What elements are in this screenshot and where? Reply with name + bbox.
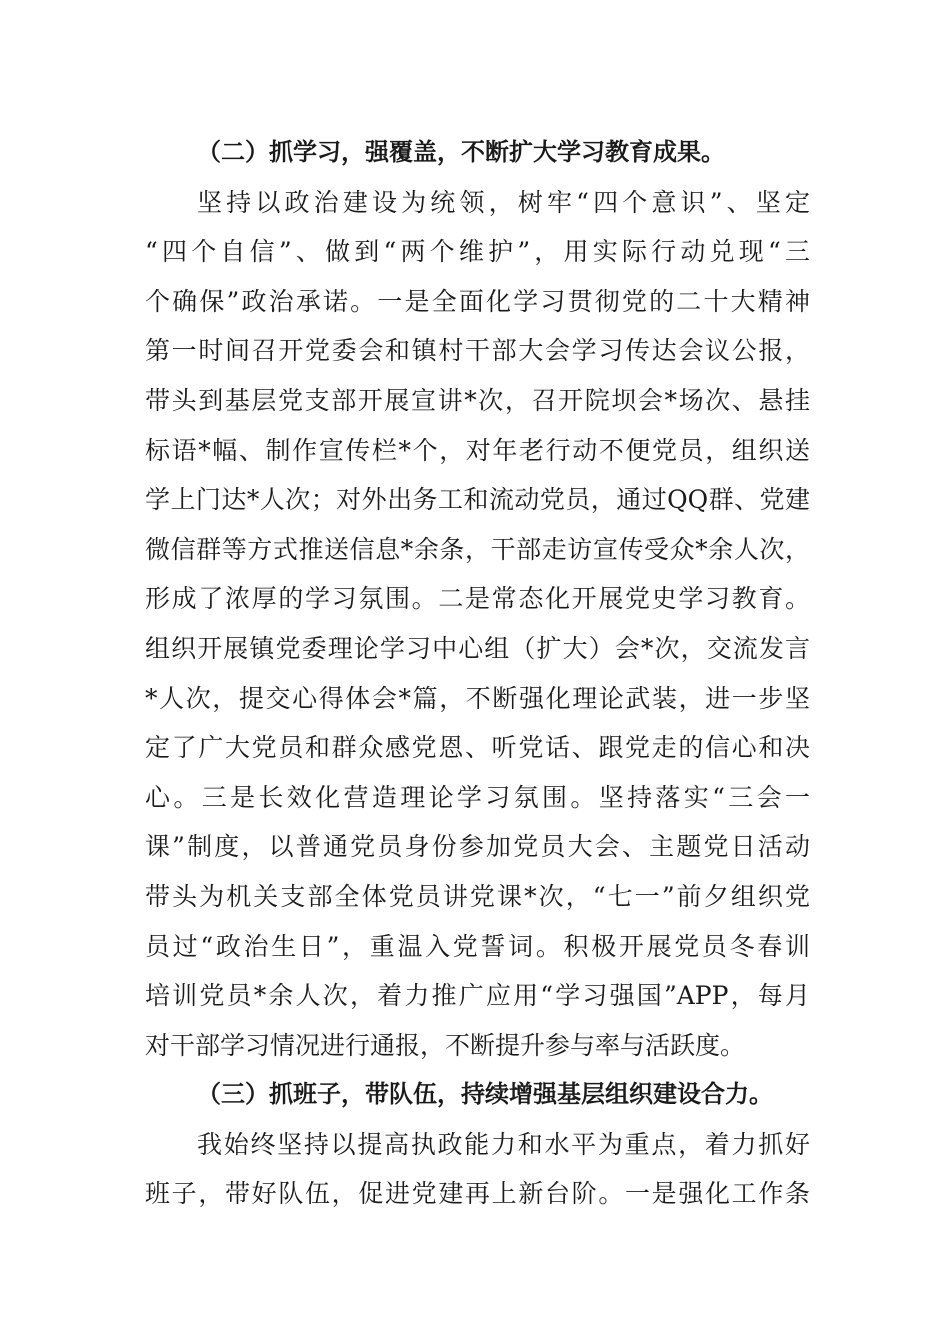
- paragraph-line: 坚持以政治建设为统领，树牢“四个意识”、坚定: [197, 187, 810, 217]
- paragraph-line: 班子，带好队伍，促进党建再上新台阶。一是强化工作条: [145, 1179, 810, 1209]
- paragraph-line: 形成了浓厚的学习氛围。二是常态化开展党史学习教育。: [145, 584, 810, 614]
- paragraph-line: 微信群等方式推送信息*余条，干部走访宣传受众*余人次，: [145, 534, 810, 564]
- paragraph-line: 个确保”政治承诺。一是全面化学习贯彻党的二十大精神: [145, 286, 810, 316]
- document-body: [145, 128, 810, 1219]
- paragraph-line: 员过“政治生日”，重温入党誓词。积极开展党员冬春训: [145, 931, 810, 961]
- paragraph-line: 学上门达*人次；对外出务工和流动党员，通过QQ群、党建: [145, 485, 810, 515]
- paragraph-line: 第一时间召开党委会和镇村干部大会学习传达会议公报，: [145, 336, 810, 366]
- paragraph-line: 对干部学习情况进行通报，不断提升参与率与活跃度。: [145, 1030, 746, 1060]
- paragraph-line: 组织开展镇党委理论学习中心组（扩大）会*次，交流发言: [145, 633, 810, 663]
- section-heading-2: （二）抓学习，强覆盖，不断扩大学习教育成果。: [197, 138, 725, 166]
- paragraph-line: 心。三是长效化营造理论学习氛围。坚持落实“三会一: [145, 782, 810, 812]
- paragraph-line: 我始终坚持以提高执政能力和水平为重点，着力抓好: [197, 1129, 810, 1159]
- paragraph-line: 定了广大党员和群众感党恩、听党话、跟党走的信心和决: [145, 733, 810, 763]
- paragraph-line: 课”制度，以普通党员身份参加党员大会、主题党日活动: [145, 832, 810, 862]
- section-heading-3: （三）抓班子，带队伍，持续增强基层组织建设合力。: [197, 1080, 773, 1109]
- paragraph-line: 培训党员*余人次，着力推广应用“学习强国”APP，每月: [145, 981, 810, 1011]
- paragraph-line: *人次，提交心得体会*篇，不断强化理论武装，进一步坚: [145, 683, 810, 713]
- paragraph-line: 带头为机关支部全体党员讲党课*次，“七一”前夕组织党: [145, 881, 810, 911]
- paragraph-line: “四个自信”、做到“两个维护”，用实际行动兑现“三: [145, 237, 810, 267]
- paragraph-line: 标语*幅、制作宣传栏*个，对年老行动不便党员，组织送: [145, 435, 810, 465]
- paragraph-line: 带头到基层党支部开展宣讲*次，召开院坝会*场次、悬挂: [145, 385, 810, 415]
